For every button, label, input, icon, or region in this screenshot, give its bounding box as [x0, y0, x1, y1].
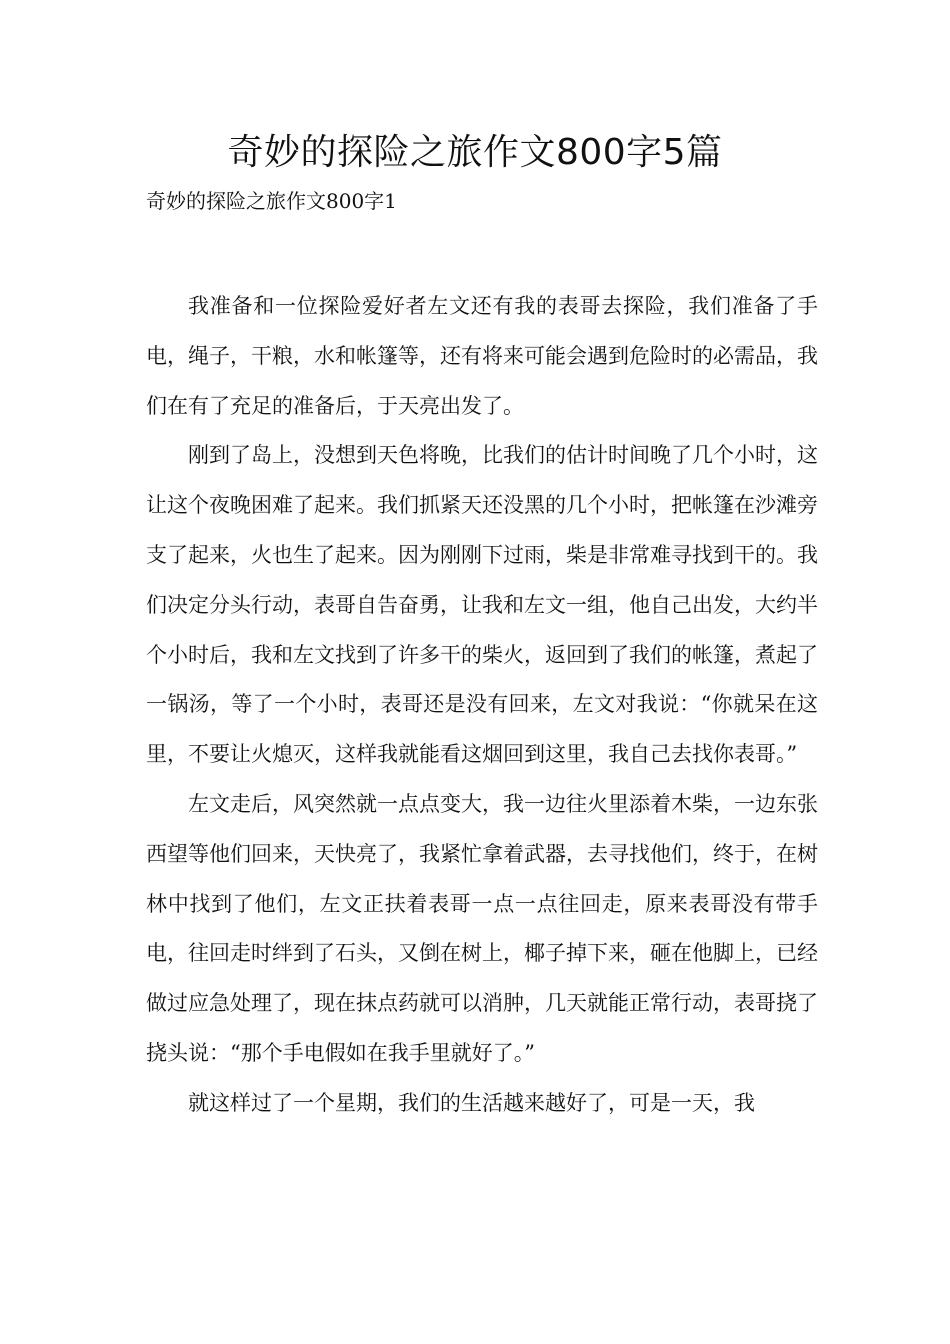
document-title: 奇妙的探险之旅作文800字5篇	[227, 132, 723, 173]
paragraph: 左文走后，风突然就一点点变大，我一边往火里添着木柴，一边东张西望等他们回来，天快亮了，我紧忙拿着武器，去寻找他们，终于，在树林中找到了他们，左文正扶着表哥一点一点往回走，原来表哥没有带手电，往回走时绊到了石头，又倒在树上，椰子掉下来，砸在他脚上，已经做过应急处理了，现在抹点药就可以消肿，几天就能正常行动，表哥挠了挠头说：“那个手电假如在我手里就好了。”	[146, 791, 818, 1065]
paragraph: 我准备和一位探险爱好者左文还有我的表哥去探险，我们准备了手电，绳子，干粮，水和帐篷等，还有将来可能会遇到危险时的必需品，我们在有了充足的准备后，于天亮出发了。	[146, 294, 818, 418]
paragraph: 就这样过了一个星期，我们的生活越来越好了，可是一天，我	[188, 1090, 755, 1115]
document-body	[146, 282, 818, 1129]
section-heading: 奇妙的探险之旅作文800字1	[146, 189, 397, 213]
paragraph: 刚到了岛上，没想到天色将晚，比我们的估计时间晚了几个小时，这让这个夜晚困难了起来。我们抓紧天还没黑的几个小时，把帐篷在沙滩旁支了起来，火也生了起来。因为刚刚下过雨，柴是非常难寻找到干的。我们决定分头行动，表哥自告奋勇，让我和左文一组，他自己出发，大约半个小时后，我和左文找到了许多干的柴火，返回到了我们的帐篷，煮起了一锅汤，等了一个小时，表哥还是没有回来，左文对我说：“你就呆在这里，不要让火熄灭，这样我就能看这烟回到这里，我自己去找你表哥。”	[146, 443, 818, 767]
